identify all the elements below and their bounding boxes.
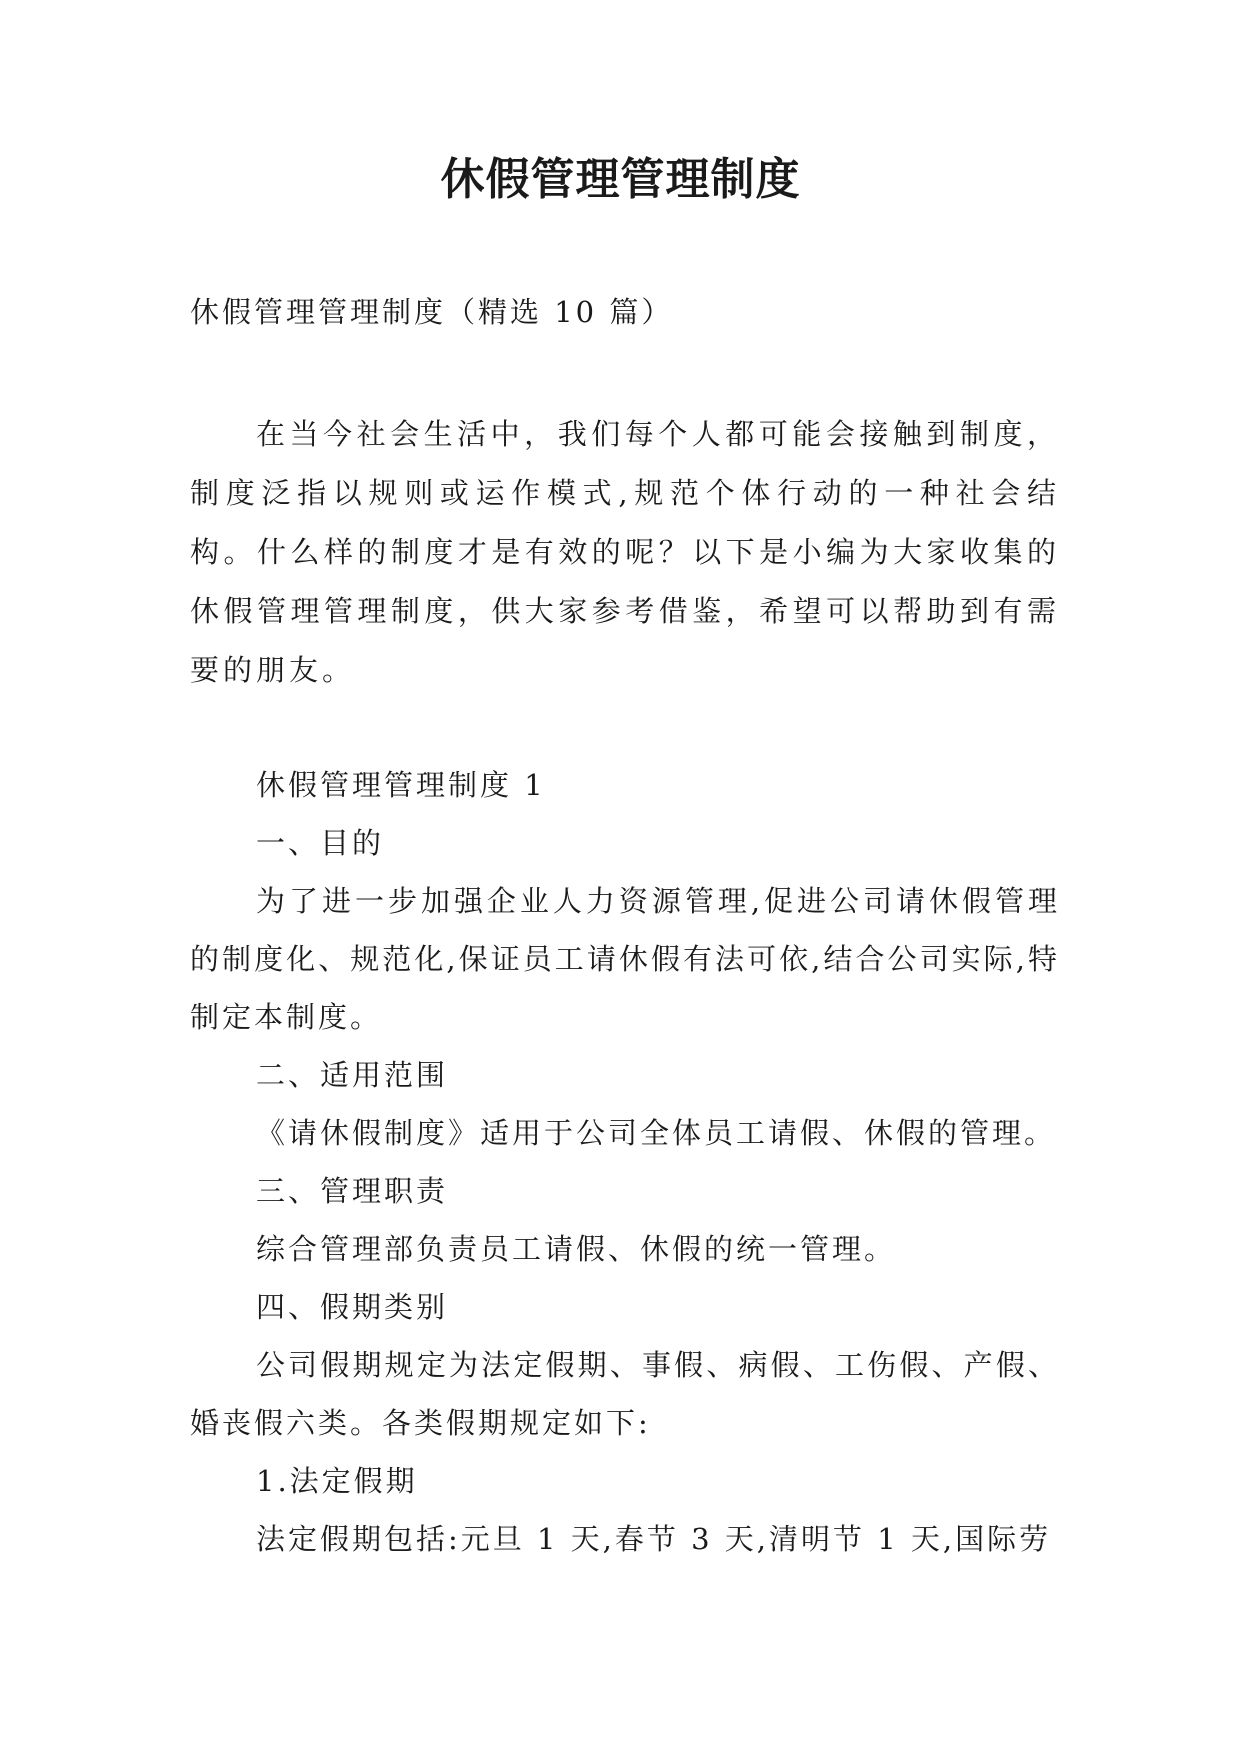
body-paragraph: 《请休假制度》适用于公司全体员工请假、休假的管理。 <box>256 1116 1057 1150</box>
clause-heading: 一、目的 <box>256 826 385 860</box>
document-subtitle: 休假管理管理制度（精选 10 篇） <box>190 295 674 329</box>
document-title: 休假管理管理制度 <box>440 154 801 205</box>
sub-clause-heading: 1.法定假期 <box>256 1464 418 1498</box>
clause-heading: 二、适用范围 <box>256 1058 449 1092</box>
body-paragraph: 公司假期规定为法定假期、事假、病假、工伤假、产假、婚丧假六类。各类假期规定如下: <box>190 1348 1060 1440</box>
document-body <box>190 756 1060 1568</box>
clause-heading: 四、假期类别 <box>256 1290 449 1324</box>
body-paragraph: 为了进一步加强企业人力资源管理,促进公司请休假管理的制度化、规范化,保证员工请休假有法可依,结合公司实际,特制定本制度。 <box>190 884 1060 1034</box>
clause-heading: 三、管理职责 <box>256 1174 449 1208</box>
body-paragraph: 综合管理部负责员工请假、休假的统一管理。 <box>256 1232 897 1266</box>
section-heading: 休假管理管理制度 1 <box>256 768 546 802</box>
intro-paragraph: 在当今社会生活中，我们每个人都可能会接触到制度，制度泛指以规则或运作模式,规范个体行动的一种社会结构。什么样的制度才是有效的呢？以下是小编为大家收集的休假管理管理制度，供大家参考借鉴，希望可以帮助到有需要的朋友。 <box>190 417 1060 687</box>
body-paragraph: 法定假期包括:元旦 1 天,春节 3 天,清明节 1 天,国际劳 <box>256 1522 1052 1556</box>
